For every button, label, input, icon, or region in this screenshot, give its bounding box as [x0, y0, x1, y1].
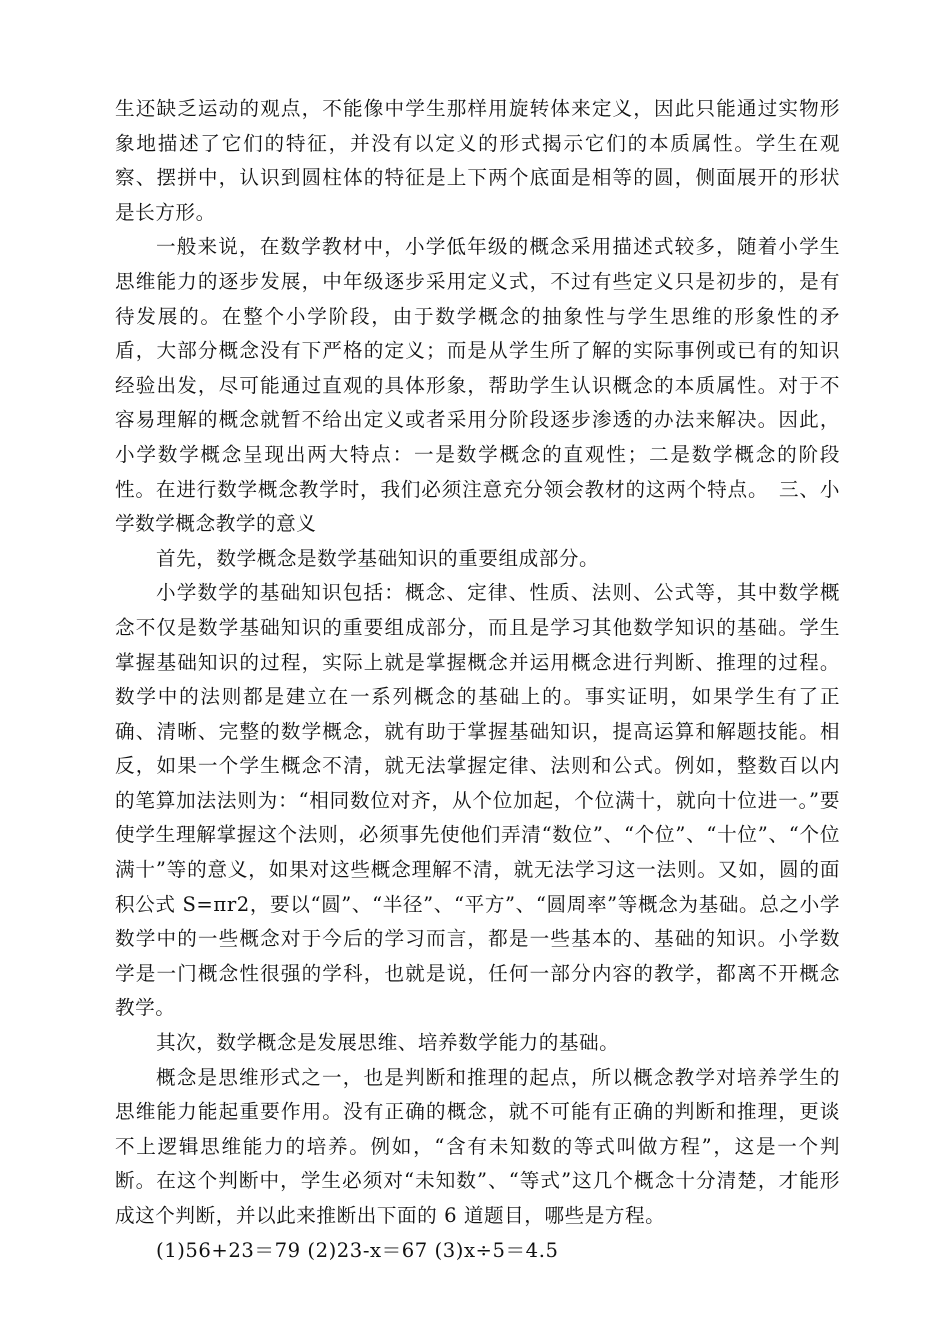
paragraph-6: 概念是思维形式之一，也是判断和推理的起点，所以概念教学对培养学生的思维能力能起重要作用。没有正确的概念，就不可能有正确的判断和推理，更谈不上逻辑思维能力的培养。例如，“含有未知数的等式叫做方程”，这是一个判断。在这个判断中，学生必须对“未知数”、“等式”这几个概念十分清楚，才能形成这个判断，并以此来推断出下面的 6 道题目，哪些是方程。 — [115, 1065, 840, 1227]
document-body — [115, 92, 840, 1268]
paragraph-1: 生还缺乏运动的观点，不能像中学生那样用旋转体来定义，因此只能通过实物形象地描述了它们的特征，并没有以定义的形式揭示它们的本质属性。学生在观察、摆拼中，认识到圆柱体的特征是上下两个底面是相等的圆，侧面展开的形状是长方形。 — [115, 97, 840, 224]
paragraph-3: 首先，数学概念是数学基础知识的重要组成部分。 — [156, 546, 600, 570]
paragraph-7: (1)56+23＝79 (2)23-x＝67 (3)x÷5＝4.5 — [156, 1238, 559, 1262]
paragraph-4: 小学数学的基础知识包括：概念、定律、性质、法则、公式等，其中数学概念不仅是数学基础知识的重要组成部分，而且是学习其他数学知识的基础。学生掌握基础知识的过程，实际上就是掌握概念并运用概念进行判断、推理的过程。数学中的法则都是建立在一系列概念的基础上的。事实证明，如果学生有了正确、清晰、完整的数学概念，就有助于掌握基础知识，提高运算和解题技能。相反，如果一个学生概念不清，就无法掌握定律、法则和公式。例如，整数百以内的笔算加法法则为：“相同数位对齐，从个位加起，个位满十，就向十位进一。”要使学生理解掌握这个法则，必须事先使他们弄清“数位”、“个位”、“十位”、“个位满十”等的意义，如果对这些概念理解不清，就无法学习这一法则。又如，圆的面积公式 S=πr2，要以“圆”、“半径”、“平方”、“圆周率”等概念为基础。总之小学数学中的一些概念对于今后的学习而言，都是一些基本的、基础的知识。小学数学是一门概念性很强的学科，也就是说，任何一部分内容的教学，都离不开概念教学。 — [115, 581, 840, 1020]
paragraph-5: 其次，数学概念是发展思维、培养数学能力的基础。 — [156, 1031, 620, 1055]
paragraph-2: 一般来说，在数学教材中，小学低年级的概念采用描述式较多，随着小学生思维能力的逐步发展，中年级逐步采用定义式，不过有些定义只是初步的，是有待发展的。在整个小学阶段，由于数学概念的抽象性与学生思维的形象性的矛盾，大部分概念没有下严格的定义；而是从学生所了解的实际事例或已有的知识经验出发，尽可能通过直观的具体形象，帮助学生认识概念的本质属性。对于不容易理解的概念就暂不给出定义或者采用分阶段逐步渗透的办法来解决。因此，小学数学概念呈现出两大特点：一是数学概念的直观性；二是数学概念的阶段性。在进行数学概念教学时，我们必须注意充分领会教材的这两个特点。 三、小学数学概念教学的意义 — [115, 235, 840, 536]
